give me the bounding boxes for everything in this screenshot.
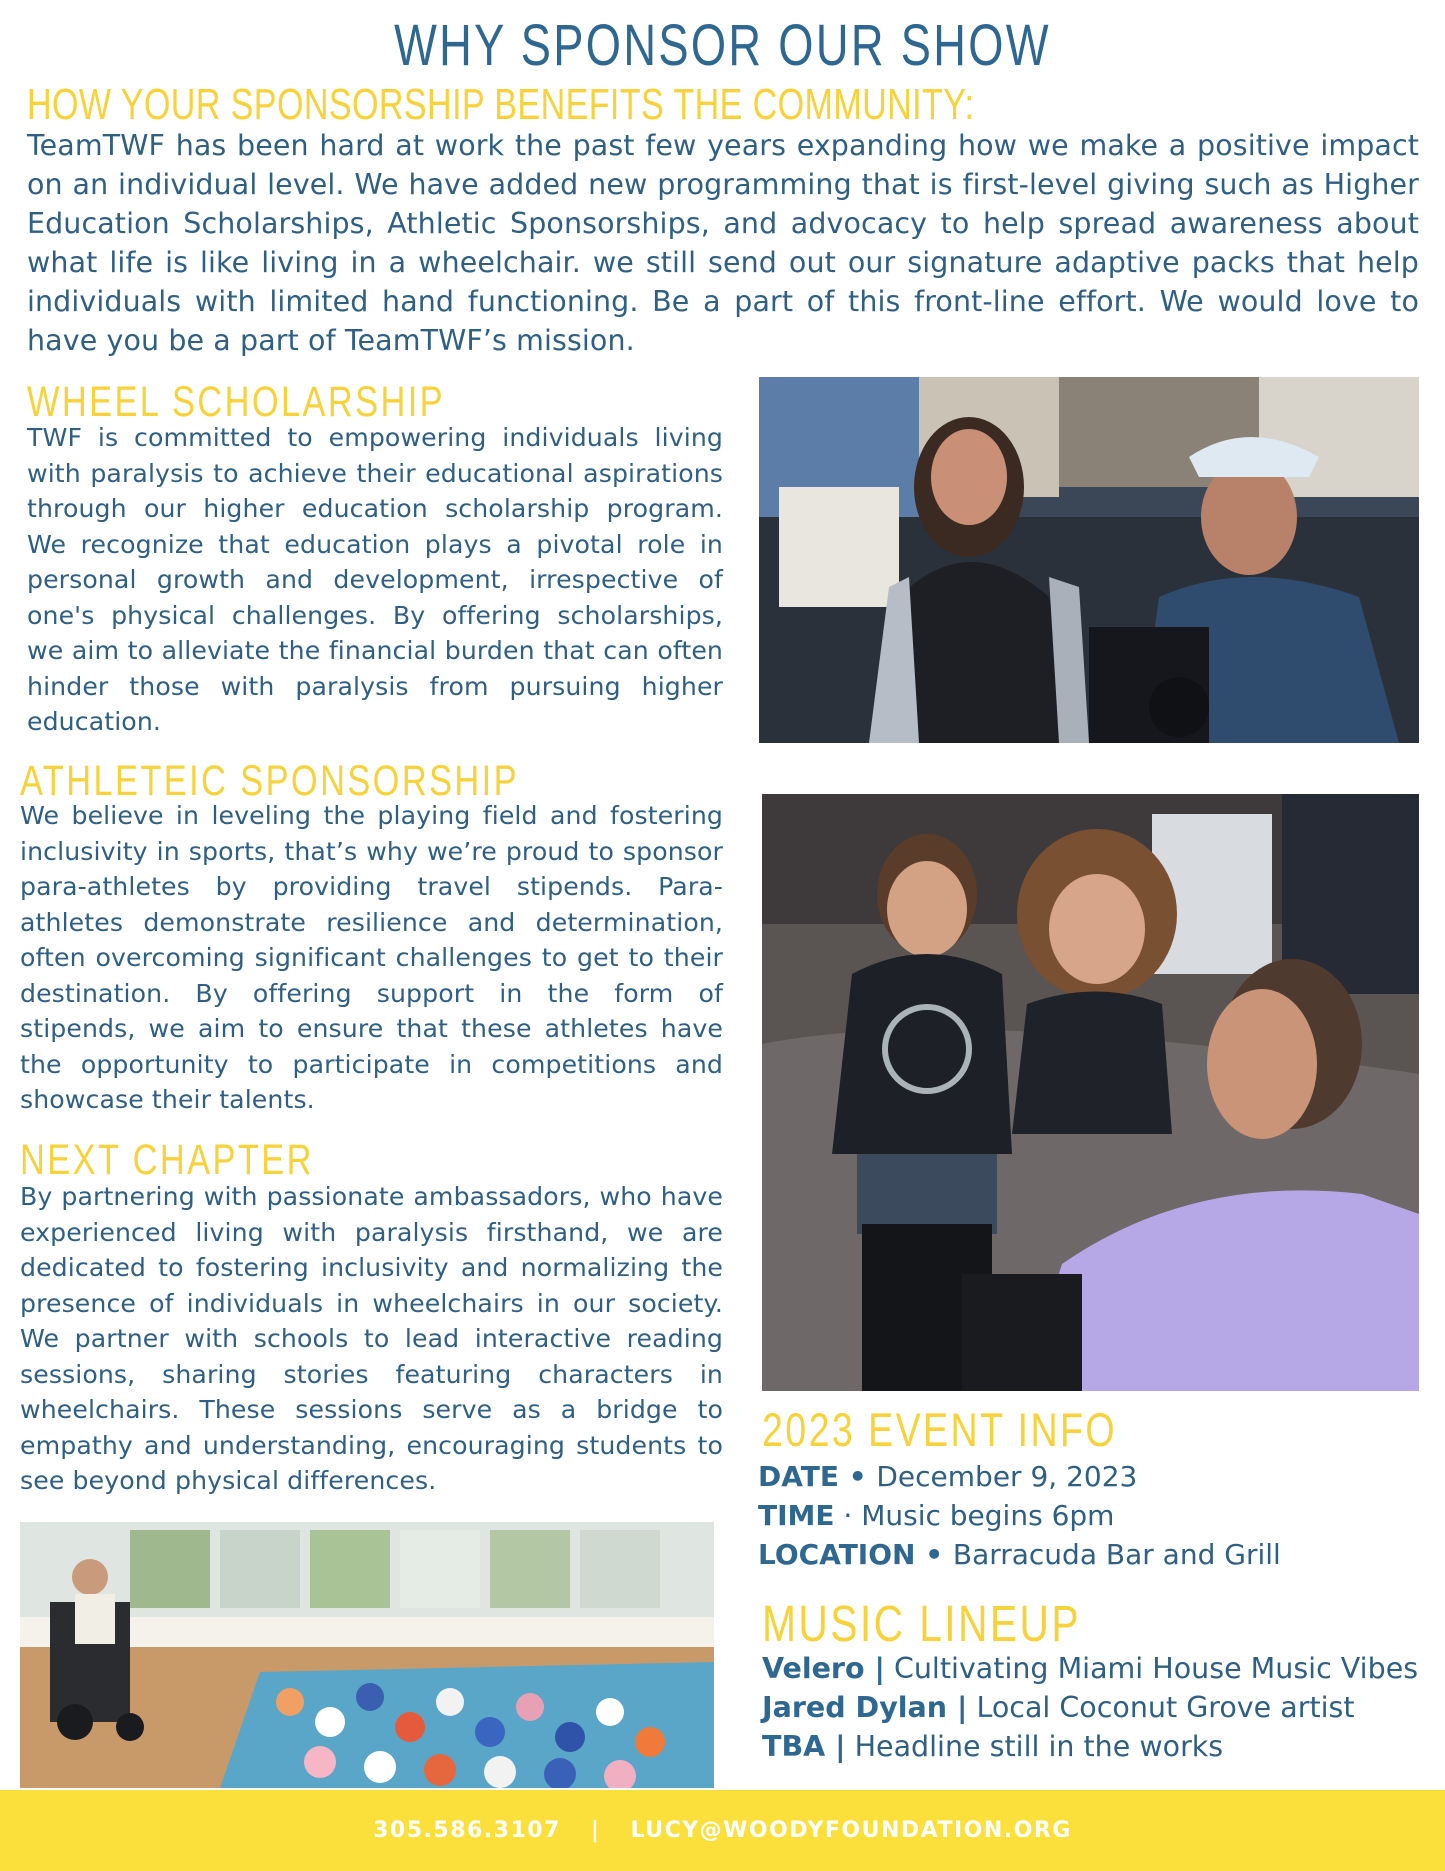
lineup-item <box>762 1649 1418 1688</box>
lineup-artist: Jared Dylan | <box>762 1691 968 1724</box>
community-heading: HOW YOUR SPONSORSHIP BENEFITS THE COMMUNITY: <box>27 80 975 129</box>
lineup-description: Local Coconut Grove artist <box>967 1691 1355 1724</box>
event-location-row <box>758 1535 1281 1574</box>
event-time-row <box>758 1496 1281 1535</box>
lineup-artist: TBA | <box>762 1730 846 1763</box>
lineup-artist: Velero | <box>762 1652 885 1685</box>
lineup-description: Headline still in the works <box>845 1730 1224 1763</box>
event-date-sep: • <box>838 1460 877 1493</box>
music-lineup-list <box>762 1649 1418 1766</box>
event-date-label: DATE <box>758 1460 839 1493</box>
footer-phone[interactable]: 305.586.3107 <box>373 1818 561 1843</box>
event-location-sep: • <box>915 1538 953 1571</box>
wheel-scholarship-heading: WHEEL SCHOLARSHIP <box>27 378 446 426</box>
music-lineup-heading: MUSIC LINEUP <box>762 1595 1081 1652</box>
athletic-sponsorship-text: We believe in leveling the playing field and fostering inclusivity in sports, that’s why we’re proud to sponsor para-athletes by providing travel stipends. Para-athletes demonstrate resilience and determination, often overcoming significant challenges to get to their destination. By offering support in the form of stipends, we aim to ensure that these athletes have the opportunity to participate in competitions and showcase their talents. <box>20 801 723 1114</box>
contact-footer <box>0 1790 1445 1871</box>
intro-paragraph: TeamTWF has been hard at work the past few years expanding how we make a positive impact on an individual level. We have added new programming that is first-level giving such as Higher Education Scholarships, Athletic Sponsorships, and advocacy to help spread awareness about what life is like living in a wheelchair. we still send out our signature adaptive packs that help individuals with limited hand functioning. Be a part of this front-line effort. We would love to have you be a part of TeamTWF’s mission. <box>27 129 1419 357</box>
event-time-sep: · <box>834 1499 862 1532</box>
lineup-item <box>762 1688 1418 1727</box>
athletic-sponsorship-heading: ATHLETEIC SPONSORSHIP <box>20 757 519 805</box>
page-title: WHY SPONSOR OUR SHOW <box>394 13 1051 78</box>
next-chapter-text: By partnering with passionate ambassadors, who have experienced living with paralysis firsthand, we are dedicated to fostering inclusivity and normalizing the presence of individuals in wheelchairs in our society. We partner with schools to lead interactive reading sessions, sharing stories featuring characters in wheelchairs. These sessions serve as a bridge to empathy and understanding, encouraging students to see beyond physical differences. <box>20 1182 723 1495</box>
event-time-value: Music begins 6pm <box>861 1499 1115 1532</box>
event-time-label: TIME <box>758 1499 835 1532</box>
classroom-reading-photo <box>20 1522 714 1788</box>
wheel-scholarship-text: TWF is committed to empowering individuals living with paralysis to achieve their educational aspirations through our higher education scholarship program. We recognize that education plays a pivotal role in personal growth and development, irrespective of one's physical challenges. By offering scholarships, we aim to alleviate the financial burden that can often hinder those with paralysis from pursuing higher education. <box>27 423 723 736</box>
footer-email[interactable]: LUCY@WOODYFOUNDATION.ORG <box>630 1818 1072 1843</box>
event-date-value: December 9, 2023 <box>876 1460 1138 1493</box>
lineup-item <box>762 1727 1418 1766</box>
event-info-heading: 2023 EVENT INFO <box>762 1403 1118 1456</box>
event-location-value: Barracuda Bar and Grill <box>952 1538 1281 1571</box>
lineup-description: Cultivating Miami House Music Vibes <box>884 1652 1419 1685</box>
event-info-list <box>758 1457 1281 1574</box>
event-date-row <box>758 1457 1281 1496</box>
footer-separator: | <box>590 1818 601 1843</box>
next-chapter-heading: NEXT CHAPTER <box>20 1136 314 1184</box>
event-photo-family <box>762 794 1419 1391</box>
event-photo-attendees <box>759 377 1419 743</box>
event-location-label: LOCATION <box>758 1538 916 1571</box>
